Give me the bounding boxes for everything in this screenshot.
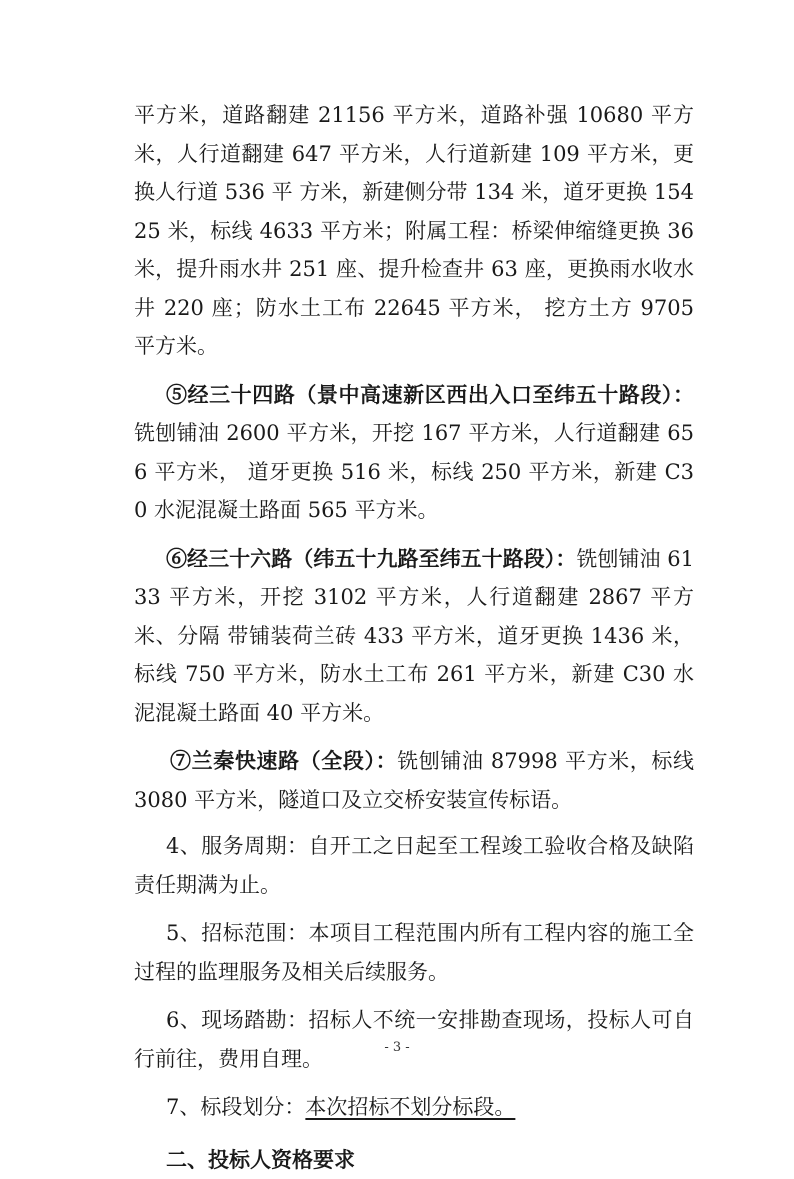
section-body-lanqin-expressway: 铣刨铺油 87998 平方米，标线 3080 平方米，隧道口及立交桥安装宣传标语。: [134, 749, 694, 812]
section-body-jing-36-road: 铣刨铺油 6133 平方米，开挖 3102 平方米，人行道翻建 2867 平方米、分隔 带铺装荷兰砖 433 平方米，道牙更换 1436 米，标线 750 平方米，防水土工布 261 平方米，新建 C30 水泥混凝土路面 40 平方米。: [134, 547, 694, 725]
paragraph-jing-34-road: [134, 376, 694, 530]
section-title-lanqin-expressway: ⑦兰秦快速路（全段）：: [170, 748, 397, 773]
section-title-jing-36-road: ⑥经三十六路（纬五十九路至纬五十路段）：: [166, 546, 576, 571]
section-title-jing-34-road: ⑤经三十四路（景中高速新区西出入口至纬五十路段）：: [166, 382, 694, 407]
page-number: - 3 -: [0, 1040, 794, 1055]
lot-division-label: 7、标段划分：: [166, 1095, 305, 1119]
paragraph-lanqin-expressway: [134, 742, 694, 819]
paragraph-lot-division: [134, 1088, 694, 1127]
section-body-jing-34-road: 铣刨铺油 2600 平方米，开挖 167 平方米，人行道翻建 656 平方米， 道牙更换 516 米，标线 250 平方米，新建 C30 水泥混凝土路面 565 平方米。: [134, 421, 694, 522]
paragraph-site-survey: 6、现场踏勘：招标人不统一安排勘查现场，投标人可自行前往，费用自理。: [134, 1001, 694, 1078]
section-heading-bidder-qualifications: 二、投标人资格要求: [134, 1141, 694, 1179]
lot-division-value: 本次招标不划分标段。: [305, 1095, 515, 1119]
paragraph-bidding-scope: 5、招标范围：本项目工程范围内所有工程内容的施工全过程的监理服务及相关后续服务。: [134, 914, 694, 991]
paragraph-jing-36-road: [134, 540, 694, 733]
paragraph-service-period: 4、服务周期：自开工之日起至工程竣工验收合格及缺陷责任期满为止。: [134, 827, 694, 904]
paragraph-road-works-quantities: 平方米，道路翻建 21156 平方米，道路补强 10680 平方米，人行道翻建 647 平方米，人行道新建 109 平方米，更换人行道 536 平 方米，新建侧分带 134 米，道牙更换 15425 米，标线 4633 平方米；附属工程：桥梁伸缩缝更换 36 米，提升雨水井 251 座、提升检查井 63 座，更换雨水收水井 220 座；防水土工布 22645 平方米， 挖方土方 9705 平方米。: [134, 96, 694, 366]
document-body: [134, 96, 694, 1179]
